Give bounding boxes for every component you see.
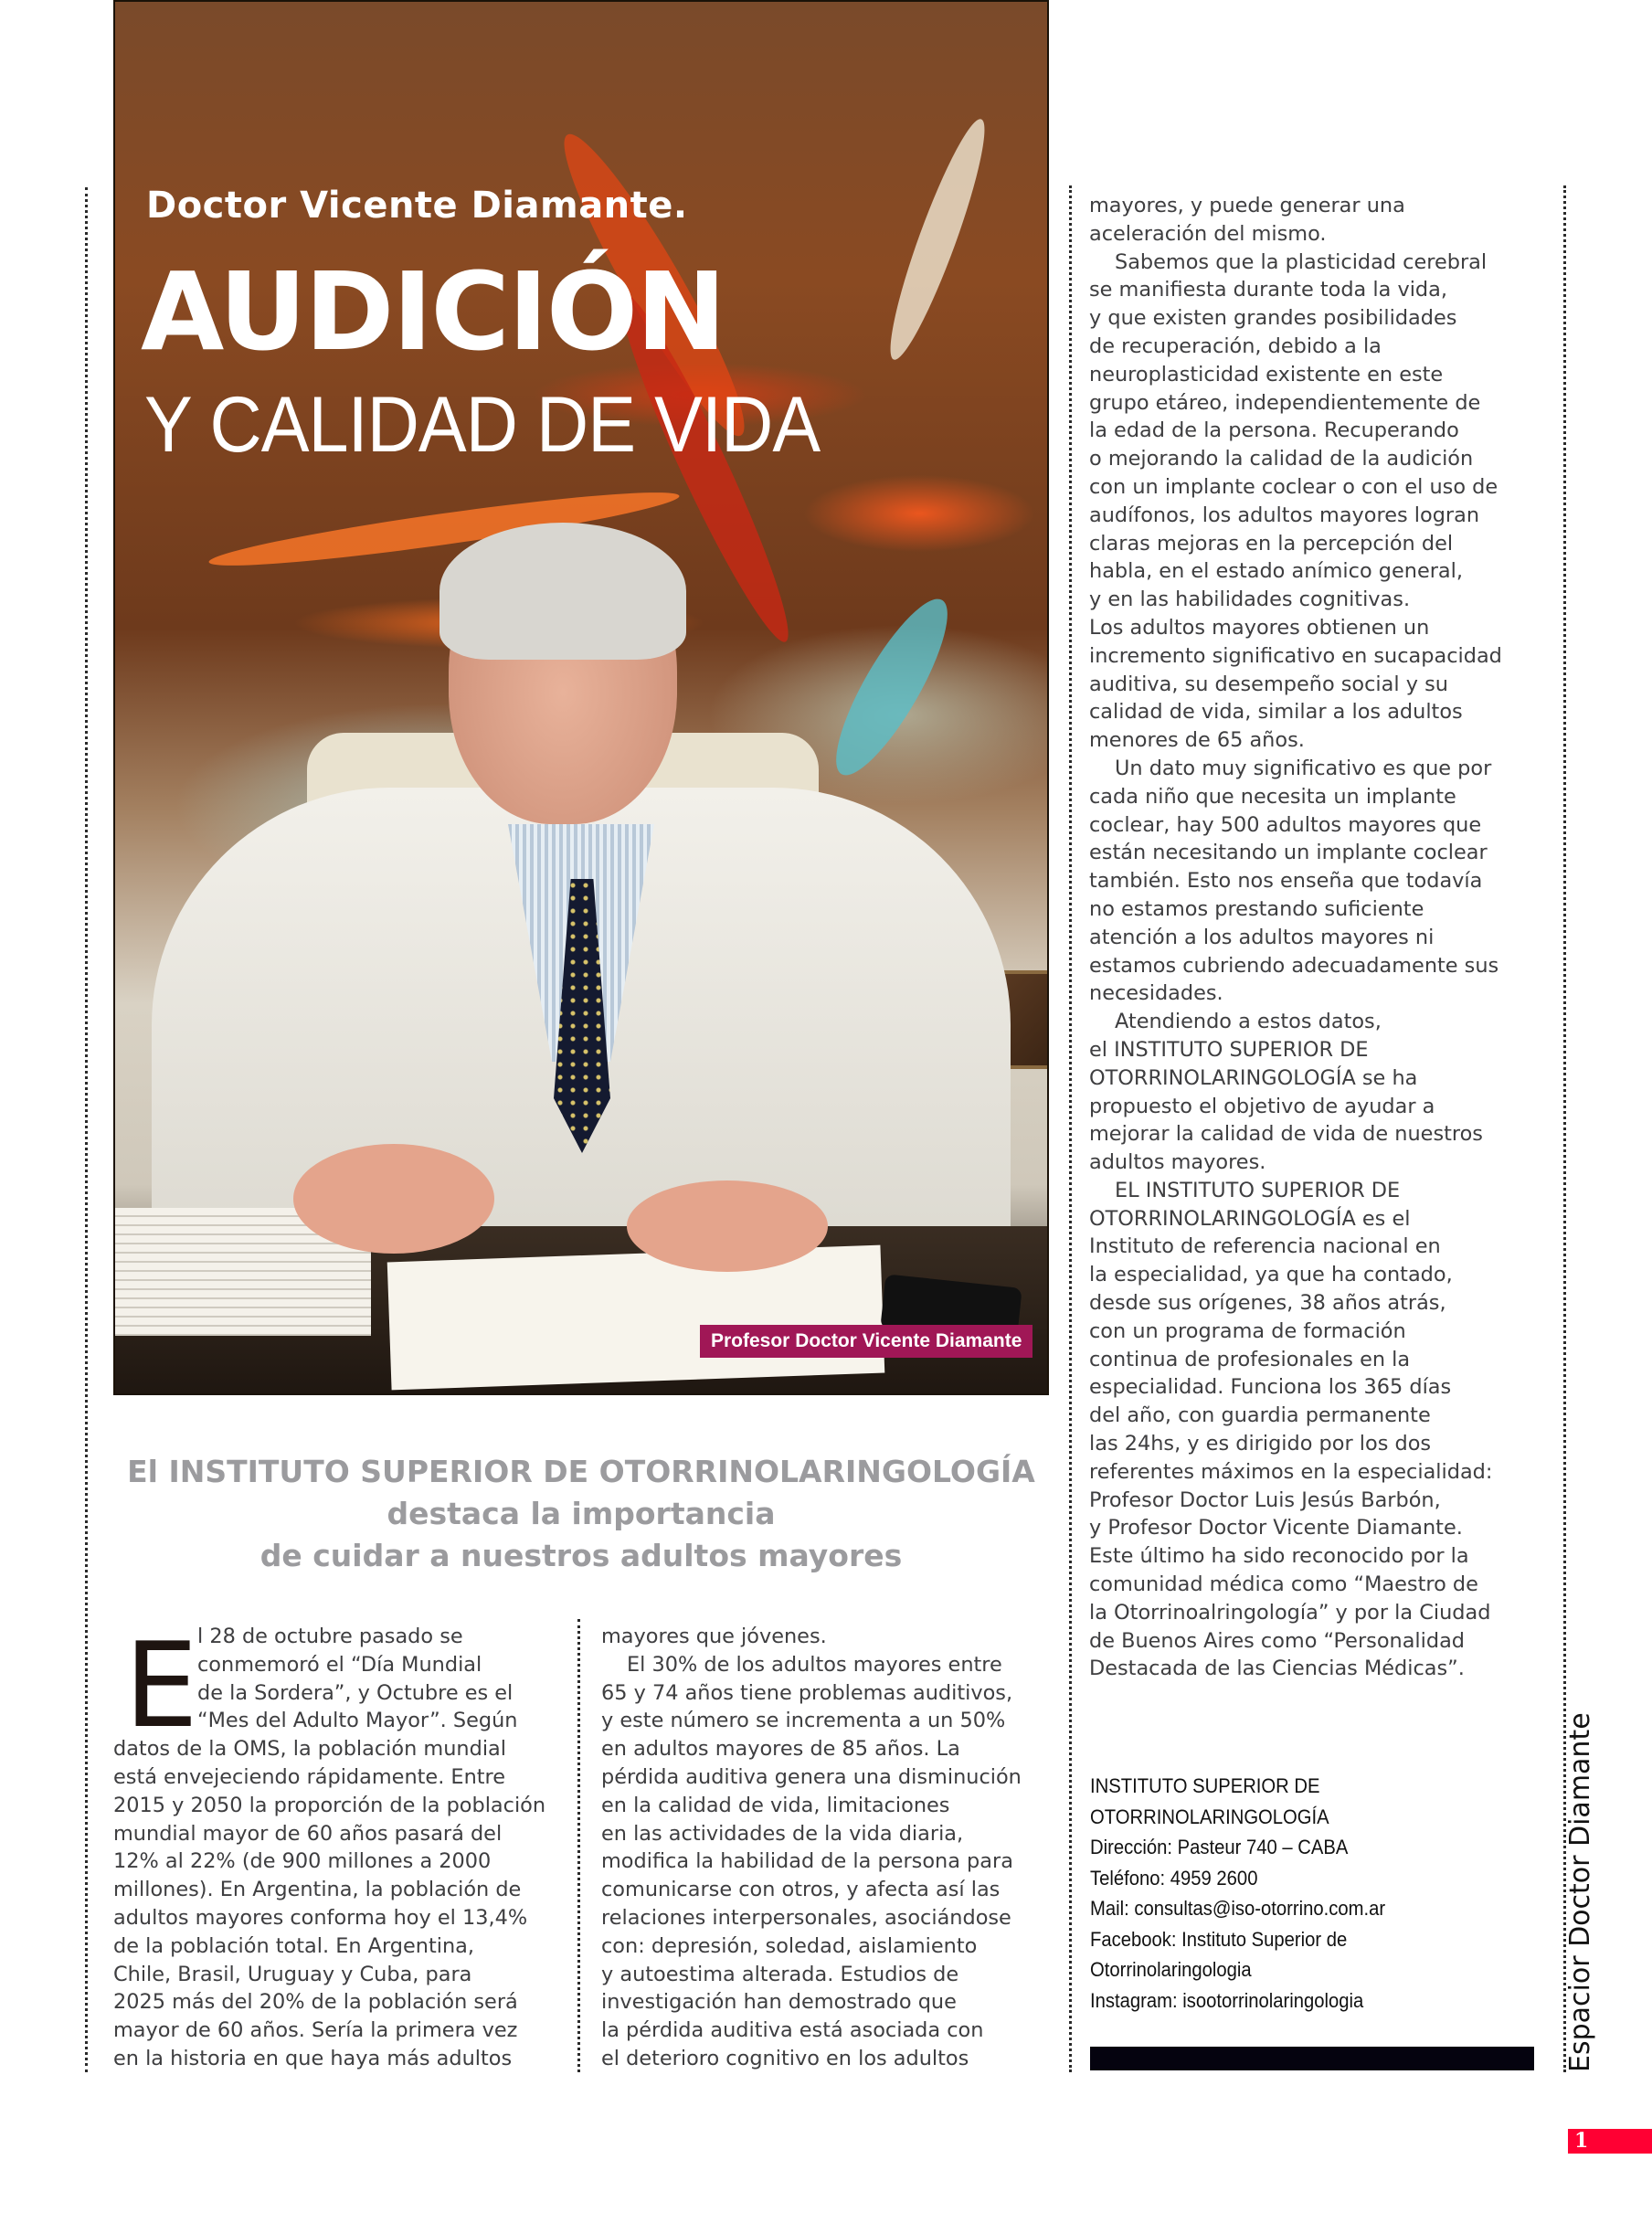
page-number: 1	[1568, 2129, 1652, 2154]
contact-facebook: Facebook: Instituto Superior de	[1090, 1927, 1348, 1951]
contact-info	[1090, 1771, 1385, 2016]
section-label: Espacior Doctor Diamante	[1564, 1712, 1596, 2072]
body-line: El 30% de los adultos mayores entre	[627, 1652, 1002, 1677]
body-line: la especialidad, ya que ha contado,	[1089, 1263, 1453, 1287]
body-line: de recuperación, debido a la	[1089, 333, 1382, 358]
body-line: se manifiesta durante toda la vida,	[1089, 278, 1447, 302]
deck-line: destaca la importancia	[387, 1496, 776, 1531]
body-line: estamos cubriendo adecuadamente sus	[1089, 953, 1499, 978]
body-line: con un programa de formación	[1089, 1318, 1406, 1343]
body-line: Este último ha sido reconocido por la	[1089, 1544, 1469, 1569]
body-line: grupo etáreo, independientemente de	[1089, 390, 1481, 415]
column-rule-middle	[577, 1619, 580, 2072]
body-line: 65 y 74 años tiene problemas auditivos,	[601, 1680, 1013, 1705]
body-line: las 24hs, y es dirigido por los dos	[1089, 1432, 1432, 1456]
painting-streak	[876, 113, 998, 366]
body-line: en la historia en que haya más adultos	[113, 2046, 513, 2070]
body-line: coclear, hay 500 adultos mayores que	[1089, 812, 1482, 837]
body-line: Chile, Brasil, Uruguay y Cuba, para	[113, 1962, 472, 1986]
body-line: auditiva, su desempeño social y su	[1089, 672, 1448, 696]
body-line: de la Sordera”, y Octubre es el	[197, 1680, 514, 1705]
body-line: habla, en el estado anímico general,	[1089, 559, 1463, 584]
body-line: atención a los adultos mayores ni	[1089, 925, 1435, 949]
headline: AUDICIÓN	[141, 249, 725, 375]
body-line: 12% al 22% (de 900 millones a 2000	[113, 1849, 492, 1874]
body-line: adultos mayores.	[1089, 1150, 1266, 1175]
body-line: mejorar la calidad de vida de nuestros	[1089, 1122, 1483, 1147]
body-line: menores de 65 años.	[1089, 728, 1305, 753]
body-line: la pérdida auditiva está asociada con	[601, 2018, 984, 2043]
deck-line: de cuidar a nuestros adultos mayores	[259, 1538, 903, 1573]
body-line: el deterioro cognitivo en los adultos	[601, 2046, 969, 2070]
contact-facebook-cont: Otorrinolaringologia	[1090, 1958, 1252, 1981]
body-line: EL INSTITUTO SUPERIOR DE	[1115, 1178, 1401, 1202]
body-line: modifica la habilidad de la persona para	[601, 1849, 1013, 1874]
body-line: Un dato muy significativo es que por	[1115, 756, 1492, 780]
deck-line: El INSTITUTO SUPERIOR DE OTORRINOLARINGOLOGÍA	[127, 1454, 1035, 1489]
body-line: comunidad médica como “Maestro de	[1089, 1572, 1478, 1597]
body-line: claras mejoras en la percepción del	[1089, 531, 1454, 556]
body-line: Profesor Doctor Luis Jesús Barbón,	[1089, 1487, 1441, 1512]
body-line: con: depresión, soledad, aislamiento	[601, 1933, 978, 1958]
contact-instagram: Instagram: isootorrinolaringologia	[1090, 1988, 1364, 2012]
body-line: y Profesor Doctor Vicente Diamante.	[1089, 1516, 1463, 1540]
body-line: y autoestima alterada. Estudios de	[601, 1962, 959, 1986]
body-line: desde sus orígenes, 38 años atrás,	[1089, 1291, 1446, 1316]
body-line: y en las habilidades cognitivas.	[1089, 588, 1411, 612]
drop-cap: E	[124, 1618, 198, 1754]
decorative-bar	[1090, 2047, 1534, 2070]
body-line: comunicarse con otros, y afecta así las	[601, 1878, 1001, 1902]
body-line: especialidad. Funciona los 365 días	[1089, 1375, 1452, 1400]
body-column-3	[1089, 192, 1555, 1683]
body-line: 2015 y 2050 la proporción de la población	[113, 1793, 546, 1817]
body-line: con un implante coclear o con el uso de	[1089, 474, 1498, 499]
body-line: incremento significativo en sucapacidad	[1089, 643, 1502, 668]
body-line: Atendiendo a estos datos,	[1115, 1010, 1382, 1034]
body-line: mayor de 60 años. Sería la primera vez	[113, 2018, 518, 2043]
body-line: OTORRINOLARINGOLOGÍA es el	[1089, 1206, 1411, 1231]
body-line: o mejorando la calidad de la audición	[1089, 447, 1474, 471]
contact-line: INSTITUTO SUPERIOR DE	[1090, 1774, 1320, 1797]
body-line: el INSTITUTO SUPERIOR DE	[1089, 1037, 1369, 1062]
body-line: calidad de vida, similar a los adultos	[1089, 700, 1463, 725]
contact-address: Dirección: Pasteur 740 – CABA	[1090, 1836, 1349, 1858]
deck	[113, 1451, 1049, 1577]
body-line: está envejeciendo rápidamente. Entre	[113, 1764, 506, 1789]
doctor-hair	[439, 523, 686, 660]
body-line: “Mes del Adulto Mayor”. Según	[197, 1709, 518, 1733]
body-line: aceleración del mismo.	[1089, 221, 1327, 246]
body-line: no estamos prestando suficiente	[1089, 896, 1424, 921]
painting-streak	[818, 587, 966, 789]
body-line: conmemoró el “Día Mundial	[197, 1652, 482, 1677]
body-line: adultos mayores conforma hoy el 13,4%	[113, 1905, 528, 1930]
body-line: referentes máximos en la especialidad:	[1089, 1459, 1493, 1484]
doctor-hand	[293, 1144, 494, 1254]
body-line: del año, con guardia permanente	[1089, 1403, 1431, 1428]
contact-phone: Teléfono: 4959 2600	[1090, 1866, 1258, 1890]
body-line: propuesto el objetivo de ayudar a	[1089, 1094, 1435, 1118]
contact-line: OTORRINOLARINGOLOGÍA	[1090, 1805, 1329, 1828]
body-line: de Buenos Aires como “Personalidad	[1089, 1628, 1466, 1653]
body-line: y este número se incrementa a un 50%	[601, 1709, 1006, 1733]
body-line: y que existen grandes posibilidades	[1089, 306, 1457, 331]
hero-photo	[113, 0, 1049, 1395]
body-line: Instituto de referencia nacional en	[1089, 1234, 1441, 1259]
kicker: Doctor Vicente Diamante.	[146, 185, 688, 227]
body-line: 2025 más del 20% de la población será	[113, 1990, 518, 2015]
body-line: también. Esto nos enseña que todavía	[1089, 869, 1483, 894]
body-line: continua de profesionales en la	[1089, 1347, 1411, 1371]
body-line: mayores, y puede generar una	[1089, 194, 1405, 217]
body-line: la Otorrinoalringología” y por la Ciudad	[1089, 1600, 1491, 1625]
body-line: audífonos, los adultos mayores logran	[1089, 503, 1480, 527]
body-line: Sabemos que la plasticidad cerebral	[1115, 249, 1488, 274]
document-paper	[387, 1245, 885, 1391]
body-line: necesidades.	[1089, 981, 1223, 1006]
body-line: en la calidad de vida, limitaciones	[601, 1793, 950, 1817]
body-line: datos de la OMS, la población mundial	[113, 1737, 506, 1762]
body-line: están necesitando un implante coclear	[1089, 841, 1488, 865]
column-rule-right	[1069, 185, 1072, 2072]
body-line: mundial mayor de 60 años pasará del	[113, 1821, 503, 1846]
contact-email[interactable]: Mail: consultas@iso-otorrino.com.ar	[1090, 1897, 1386, 1920]
body-line: investigación han demostrado que	[601, 1990, 957, 2015]
body-line: l 28 de octubre pasado se	[197, 1625, 463, 1648]
body-line: OTORRINOLARINGOLOGÍA se ha	[1089, 1065, 1418, 1090]
body-line: mayores que jóvenes.	[601, 1625, 827, 1648]
body-line: neuroplasticidad existente en este	[1089, 362, 1444, 386]
body-line: en las actividades de la vida diaria,	[601, 1821, 964, 1846]
body-column-1	[113, 1618, 570, 2073]
headline-subline: Y CALIDAD DE VIDA	[144, 381, 821, 469]
body-line: Destacada de las Ciencias Médicas”.	[1089, 1657, 1465, 1681]
body-line: de la población total. En Argentina,	[113, 1933, 474, 1958]
body-line: pérdida auditiva genera una disminución	[601, 1764, 1022, 1789]
body-line: Los adultos mayores obtienen un	[1089, 615, 1430, 640]
body-line: millones). En Argentina, la población de	[113, 1878, 522, 1902]
body-column-2	[601, 1623, 1058, 2073]
doctor-hand	[627, 1180, 828, 1272]
body-line: relaciones interpersonales, asociándose	[601, 1905, 1011, 1930]
body-line: cada niño que necesita un implante	[1089, 784, 1456, 809]
photo-caption: Profesor Doctor Vicente Diamante	[700, 1325, 1032, 1358]
body-line: en adultos mayores de 85 años. La	[601, 1737, 960, 1762]
column-rule-left	[85, 187, 88, 2072]
body-line: la edad de la persona. Recuperando	[1089, 418, 1459, 443]
